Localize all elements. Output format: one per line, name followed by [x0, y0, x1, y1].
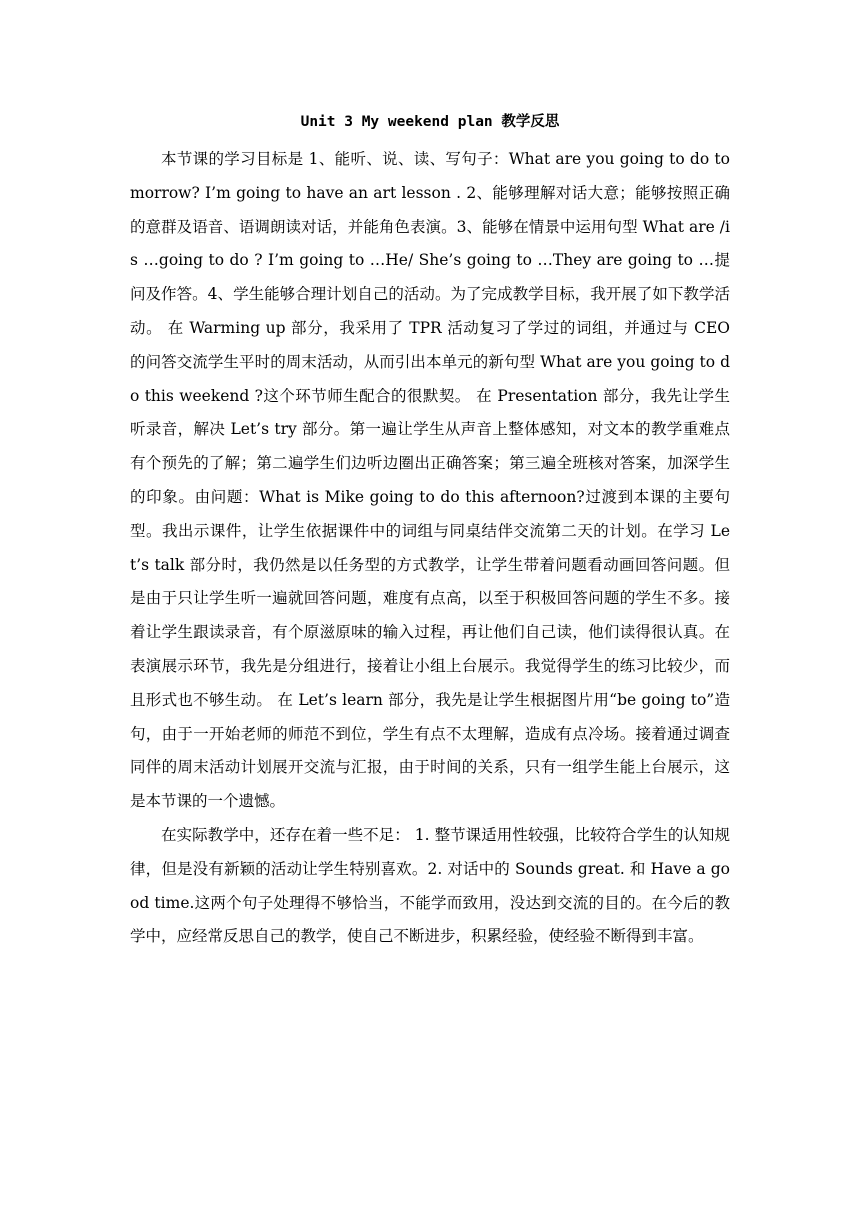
document-body — [130, 143, 730, 954]
document-title: Unit 3 My weekend plan 教学反思 — [300, 114, 560, 130]
paragraph-2: 在实际教学中，还存在着一些不足： 1. 整节课适用性较强，比较符合学生的认知规律，但是没有新颖的活动让学生特别喜欢。2. 对话中的 Sounds great. 和 Have a good time.这两个句子处理得不够恰当，不能学而致用，没达到交流的目的。在今后的教学中，应经常反思自己的教学，使自己不断进步，积累经验，使经验不断得到丰富。 — [130, 825, 730, 946]
paragraph-1: 本节课的学习目标是 1、能听、说、读、写句子：What are you going to do tomorrow? I’m going to have an art lesson . 2、能够理解对话大意；能够按照正确的意群及语音、语调朗读对话，并能角色表演。3、能够在情景中运用句型 What are /is …going to do ? I’m going to …He/ She’s going to …They are going to …提问及作答。4、学生能够合理计划自己的活动。为了完成教学目标，我开展了如下教学活动。 在 Warming up 部分，我采用了 TPR 活动复习了学过的词组，并通过与 CEO 的问答交流学生平时的周末活动，从而引出本单元的新句型 What are you going to do this weekend ?这个环节师生配合的很默契。 在 Presentation 部分，我先让学生听录音，解决 Let’s try 部分。第一遍让学生从声音上整体感知，对文本的教学重难点有个预先的了解；第二遍学生们边听边圈出正确答案；第三遍全班核对答案，加深学生的印象。由问题：What is Mike going to do this afternoon?过渡到本课的主要句型。我出示课件，让学生依据课件中的词组与同桌结伴交流第二天的计划。在学习 Let’s talk 部分时，我仍然是以任务型的方式教学，让学生带着问题看动画回答问题。但是由于只让学生听一遍就回答问题，难度有点高，以至于积极回答问题的学生不多。接着让学生跟读录音，有个原滋原味的输入过程，再让他们自己读，他们读得很认真。在表演展示环节，我先是分组进行，接着让小组上台展示。我觉得学生的练习比较少，而且形式也不够生动。 在 Let’s learn 部分，我先是让学生根据图片用“be going to”造句，由于一开始老师的师范不到位，学生有点不太理解，造成有点冷场。接着通过调查同伴的周末活动计划展开交流与汇报，由于时间的关系，只有一组学生能上台展示，这是本节课的一个遗憾。 — [130, 150, 730, 811]
